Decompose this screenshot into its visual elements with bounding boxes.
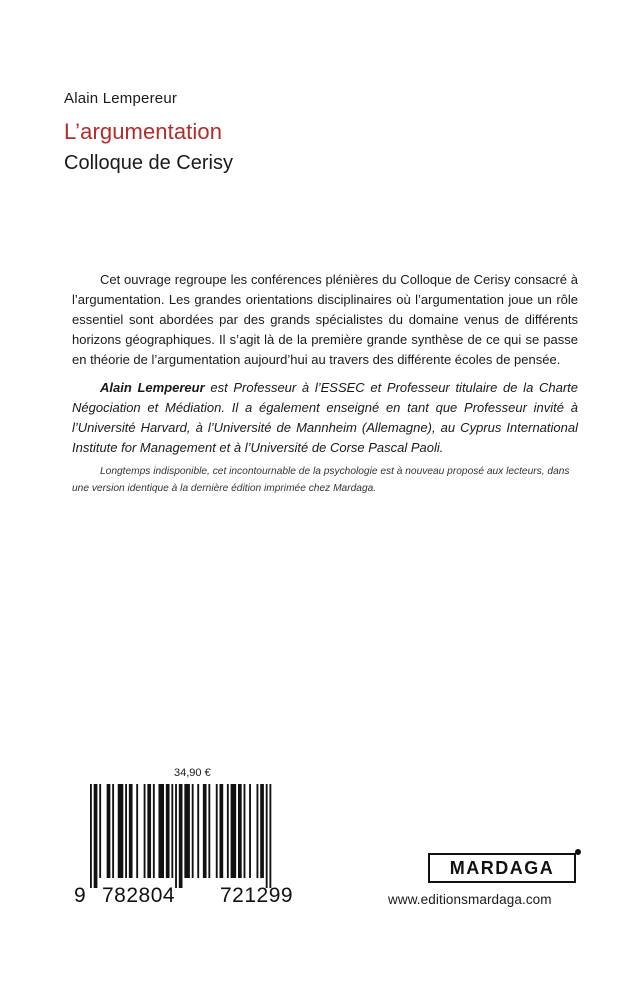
barcode-bar	[144, 784, 146, 878]
barcode-bar	[171, 784, 173, 878]
reprint-note: Longtemps indisponible, cet incontournable de la psychologie est à nouveau proposé aux lecteurs, dans une version identique à la dernière édition imprimée chez Mardaga.	[72, 466, 570, 494]
description-paragraph: Cet ouvrage regroupe les conférences plénières du Colloque de Cerisy consacré à l’argumentation. Les grandes orientations disciplinaires où l’argumentation joue un rôle essentiel sont abordées par des grands spécialistes du domaine venus de différents horizons géographiques. Il s’agit là de la première grande synthèse de ce qui se passe en théorie de l’argumentation aujourd’hui au travers des différente écoles de pensée.	[72, 272, 578, 367]
barcode-bar	[166, 784, 170, 878]
book-title: L’argumentation	[64, 119, 223, 144]
barcode-bar	[208, 784, 210, 878]
publisher-logo	[428, 853, 576, 883]
barcode-bar	[266, 784, 268, 888]
publisher-logo-text: MARDAGA	[449, 857, 555, 878]
barcode-bar	[112, 784, 114, 878]
isbn-barcode	[68, 784, 318, 906]
barcode-bar	[238, 784, 242, 878]
barcode-bar	[107, 784, 111, 878]
barcode-bar	[184, 784, 190, 878]
barcode-bar	[99, 784, 101, 878]
barcode-bars	[90, 784, 271, 888]
barcode-bar	[118, 784, 124, 878]
bio-author-name: Alain Lempereur	[100, 380, 205, 395]
author-bio-paragraph	[72, 378, 578, 458]
barcode-bar	[136, 784, 138, 878]
barcode-bar	[197, 784, 199, 878]
barcode-bar	[90, 784, 92, 888]
barcode-bar	[125, 784, 127, 878]
barcode-bar	[220, 784, 224, 878]
barcode-bar	[216, 784, 218, 878]
barcode-bar	[129, 784, 133, 878]
barcode-bar	[147, 784, 151, 878]
barcode-bar	[175, 784, 177, 888]
isbn-group-1: 782804	[102, 884, 176, 906]
barcode-bar	[249, 784, 251, 878]
barcode-bar	[227, 784, 229, 878]
author-name: Alain Lempereur	[64, 90, 178, 107]
barcode-bar	[94, 784, 98, 888]
publisher-website: www.editionsmardaga.com	[388, 892, 552, 907]
bio-text: est Professeur à l’ESSEC et Professeur titulaire de la Charte Négociation et Médiation. Il a également enseigné en tant que Professeur invité à l’Université Harvard, à l’Université de Mannheim (Allemagne), au Cyprus International Institute for Management et à l’Université de Corse Pascal Paoli.	[72, 380, 579, 455]
barcode-bar	[153, 784, 155, 878]
isbn-group-2: 721299	[220, 884, 294, 906]
barcode-bar	[269, 784, 271, 888]
book-subtitle: Colloque de Cerisy	[64, 152, 233, 174]
barcode-bar	[158, 784, 164, 878]
barcode-bar	[244, 784, 246, 878]
barcode-bar	[203, 784, 207, 878]
barcode-bar	[260, 784, 264, 878]
price-label: 34,90 €	[174, 767, 211, 779]
barcode-bar	[231, 784, 237, 878]
barcode-bar	[179, 784, 183, 888]
logo-dot-icon	[575, 849, 581, 855]
barcode-bar	[192, 784, 194, 878]
isbn-prefix: 9	[74, 884, 86, 906]
barcode-bar	[257, 784, 259, 878]
